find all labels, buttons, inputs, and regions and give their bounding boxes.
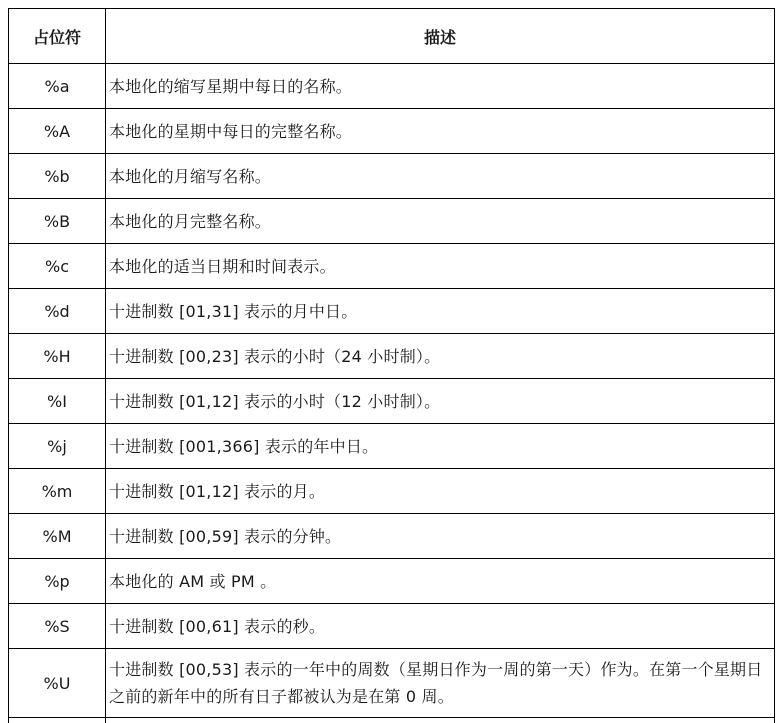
table-row <box>9 514 775 559</box>
row-description: 本地化的缩写星期中每日的名称。 <box>106 64 775 109</box>
row-code: %d <box>9 289 106 334</box>
format-codes-table <box>8 8 775 723</box>
row-description: 本地化的月完整名称。 <box>106 199 775 244</box>
row-description: 十进制数 [01,31] 表示的月中日。 <box>106 289 775 334</box>
row-code: %j <box>9 424 106 469</box>
row-code: %b <box>9 154 106 199</box>
row-description: 十进制数 [01,12] 表示的小时（12 小时制）。 <box>106 379 775 424</box>
table-row <box>9 244 775 289</box>
row-description: 本地化的 AM 或 PM 。 <box>106 559 775 604</box>
table-row <box>9 289 775 334</box>
table-row <box>9 199 775 244</box>
table-row <box>9 469 775 514</box>
row-code: %I <box>9 379 106 424</box>
table-row <box>9 379 775 424</box>
row-code: %U <box>9 649 106 718</box>
row-code: %H <box>9 334 106 379</box>
row-description: 本地化的月缩写名称。 <box>106 154 775 199</box>
table-row-partial <box>9 718 775 723</box>
row-code: %c <box>9 244 106 289</box>
row-description: 十进制数 [00,53] 表示的一年中的周数（星期日作为一周的第一天）作为。在第一个星期日之前的新年中的所有日子都被认为是在第 0 周。 <box>106 649 775 718</box>
header-row <box>9 9 775 64</box>
table-header <box>9 9 775 64</box>
row-code: %p <box>9 559 106 604</box>
row-description: 本地化的星期中每日的完整名称。 <box>106 109 775 154</box>
table-row <box>9 64 775 109</box>
row-description: 十进制数 [01,12] 表示的月。 <box>106 469 775 514</box>
table-body <box>9 64 775 723</box>
row-code: %B <box>9 199 106 244</box>
row-description: 十进制数 [001,366] 表示的年中日。 <box>106 424 775 469</box>
header-code: 占位符 <box>9 9 106 64</box>
table-row <box>9 334 775 379</box>
row-description-empty <box>106 718 775 723</box>
row-description: 十进制数 [00,59] 表示的分钟。 <box>106 514 775 559</box>
table-row <box>9 559 775 604</box>
row-code: %A <box>9 109 106 154</box>
row-code-empty <box>9 718 106 723</box>
row-code: %m <box>9 469 106 514</box>
table-row <box>9 604 775 649</box>
row-description: 十进制数 [00,61] 表示的秒。 <box>106 604 775 649</box>
row-code: %M <box>9 514 106 559</box>
row-code: %a <box>9 64 106 109</box>
row-description: 十进制数 [00,23] 表示的小时（24 小时制）。 <box>106 334 775 379</box>
row-code: %S <box>9 604 106 649</box>
table-row <box>9 154 775 199</box>
row-description: 本地化的适当日期和时间表示。 <box>106 244 775 289</box>
table-row <box>9 424 775 469</box>
header-description: 描述 <box>106 9 775 64</box>
table-row <box>9 649 775 718</box>
table-row <box>9 109 775 154</box>
